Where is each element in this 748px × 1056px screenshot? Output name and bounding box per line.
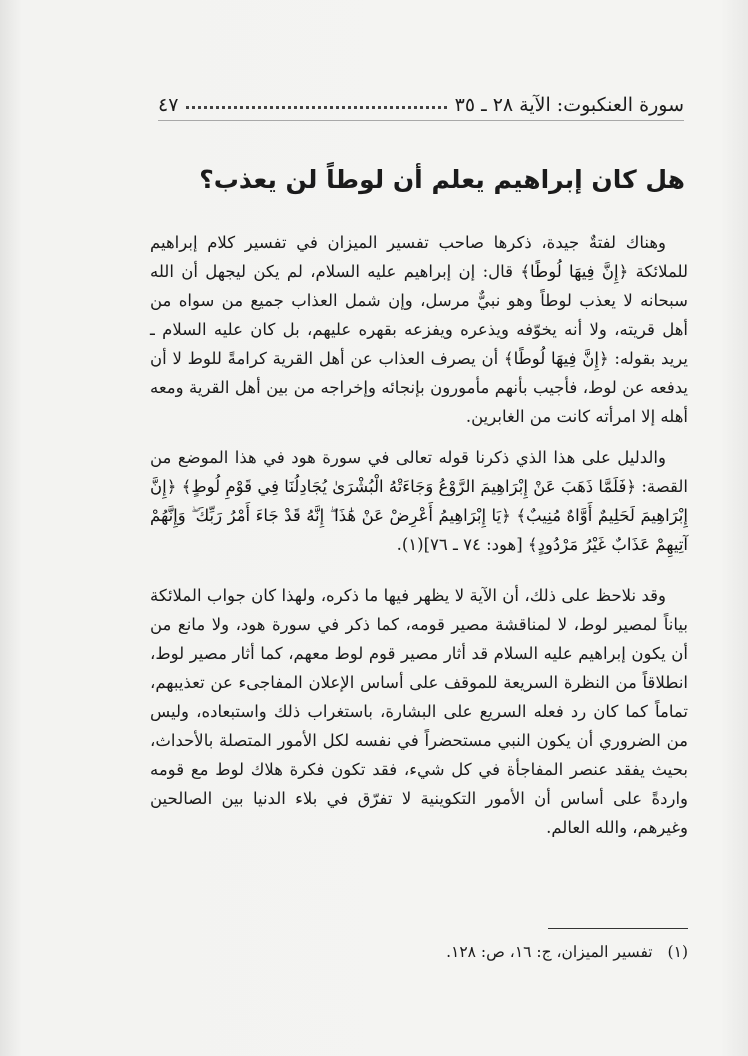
quran-bracket: ﴾: [527, 535, 538, 554]
quran-verse: فَلَمَّا ذَهَبَ عَنْ إِبْرَاهِيمَ الرَّوْعُ وَجَاءَتْهُ الْبُشْرَىٰ يُجَادِلُنَا فِي قَوْمِ لُوطٍ: [191, 477, 627, 496]
footnote-number: (١): [667, 943, 688, 961]
quran-verse: إِنَّ إِبْرَاهِيمَ لَحَلِيمٌ أَوَّاهٌ مُنِيبٌ: [150, 477, 688, 525]
header-title: سورة العنكبوت: الآية ٢٨ ـ ٣٥: [454, 94, 684, 116]
quran-bracket: ﴾: [181, 477, 192, 496]
quran-verse: إِنَّ فِيهَا لُوطًا: [530, 262, 619, 281]
quran-bracket: ﴿: [166, 477, 177, 496]
page-number: ٤٧: [158, 94, 179, 116]
text-run: وهناك لفتةٌ جيدة، ذكرها صاحب تفسير الميزان في تفسير كلام إبراهيم للملائكة: [150, 233, 688, 281]
quran-bracket: ﴿: [626, 477, 637, 496]
quran-verse: إِنَّ فِيهَا لُوطًا: [513, 349, 599, 368]
header-leader-dots: [186, 106, 446, 109]
quran-bracket: ﴿: [501, 506, 511, 525]
footnote-divider: [548, 928, 688, 929]
quran-bracket: ﴾: [516, 506, 527, 525]
running-header: [158, 90, 684, 121]
quran-bracket: ﴾: [520, 262, 531, 281]
footnote: [150, 940, 688, 964]
footnote-text: تفسير الميزان، ج: ١٦، ص: ١٢٨.: [446, 943, 653, 961]
text-run: أن يصرف العذاب عن أهل القرية كرامةً للوط لا أن يدفعه عن لوط، فأجيب بأنهم مأمورون بإنجائه وإخراجه من بين أهل القرية ومعه أهله إلا امرأته كانت من الغابرين.: [150, 349, 688, 426]
text-run: [هود: ٧٤ ـ ٧٦](١).: [396, 535, 528, 554]
quran-verse: يَا إِبْرَاهِيمُ أَعْرِضْ عَنْ هَٰذَا ۖ إِنَّهُ قَدْ جَاءَ أَمْرُ رَبِّكَ ۖ وَإِنَّهُمْ آتِيهِمْ عَذَابٌ غَيْرُ مَرْدُودٍ: [150, 506, 688, 554]
quran-bracket: ﴿: [618, 262, 629, 281]
quran-bracket: ﴿: [598, 349, 609, 368]
text-run: قال: إن إبراهيم عليه السلام، لم يكن ليجهل أن الله سبحانه لا يعذب لوطاً وهو نبيٌّ مرسل، وإن شمل العذاب جميع من سواه من أهل قريته، ولا أنه يخوّفه ويذعره ويفزعه بقهره عليهم، بل كان عليه السلام ـ يريد بقوله:: [150, 262, 688, 368]
paragraph: [150, 228, 688, 431]
quran-bracket: ﴾: [503, 349, 514, 368]
paragraph: [150, 443, 688, 559]
paragraph: [150, 581, 688, 842]
text-run: والدليل على هذا الذي ذكرنا قوله تعالى في سورة هود في هذا الموضع من القصة:: [150, 448, 688, 496]
text-run: وقد نلاحظ على ذلك، أن الآية لا يظهر فيها ما ذكره، ولهذا كان جواب الملائكة بياناً لمصير لوط، لا لمناقشة مصير قومه، كما ذكر في سورة هود، ولا مانع من أن يكون إبراهيم عليه السلام قد أثار مصير قوم لوط معهم، كما أثار مصير لوط، انطلاقاً من النظرة السريعة للموقف على أساس الإعلان المفاجىء عن تعذيبهم، تماماً كما كان رد فعله السريع على البشارة، باستغراب ذلك واستبعاده، وليس من الضروري أن يكون النبي مستحضراً في نفسه لكل الأمور المتصلة بالأحداث، بحيث يفقد عنصر المفاجأة في كل شيء، فقد تكون فكرة هلاك لوط مع قومه واردةً على أساس أن الأمور التكوينية لا تفرّق في بلاء الدنيا بين الصالحين وغيرهم، والله العالم.: [150, 586, 688, 837]
section-heading: هل كان إبراهيم يعلم أن لوطاً لن يعذب؟: [199, 165, 685, 194]
body-text: [150, 228, 688, 854]
